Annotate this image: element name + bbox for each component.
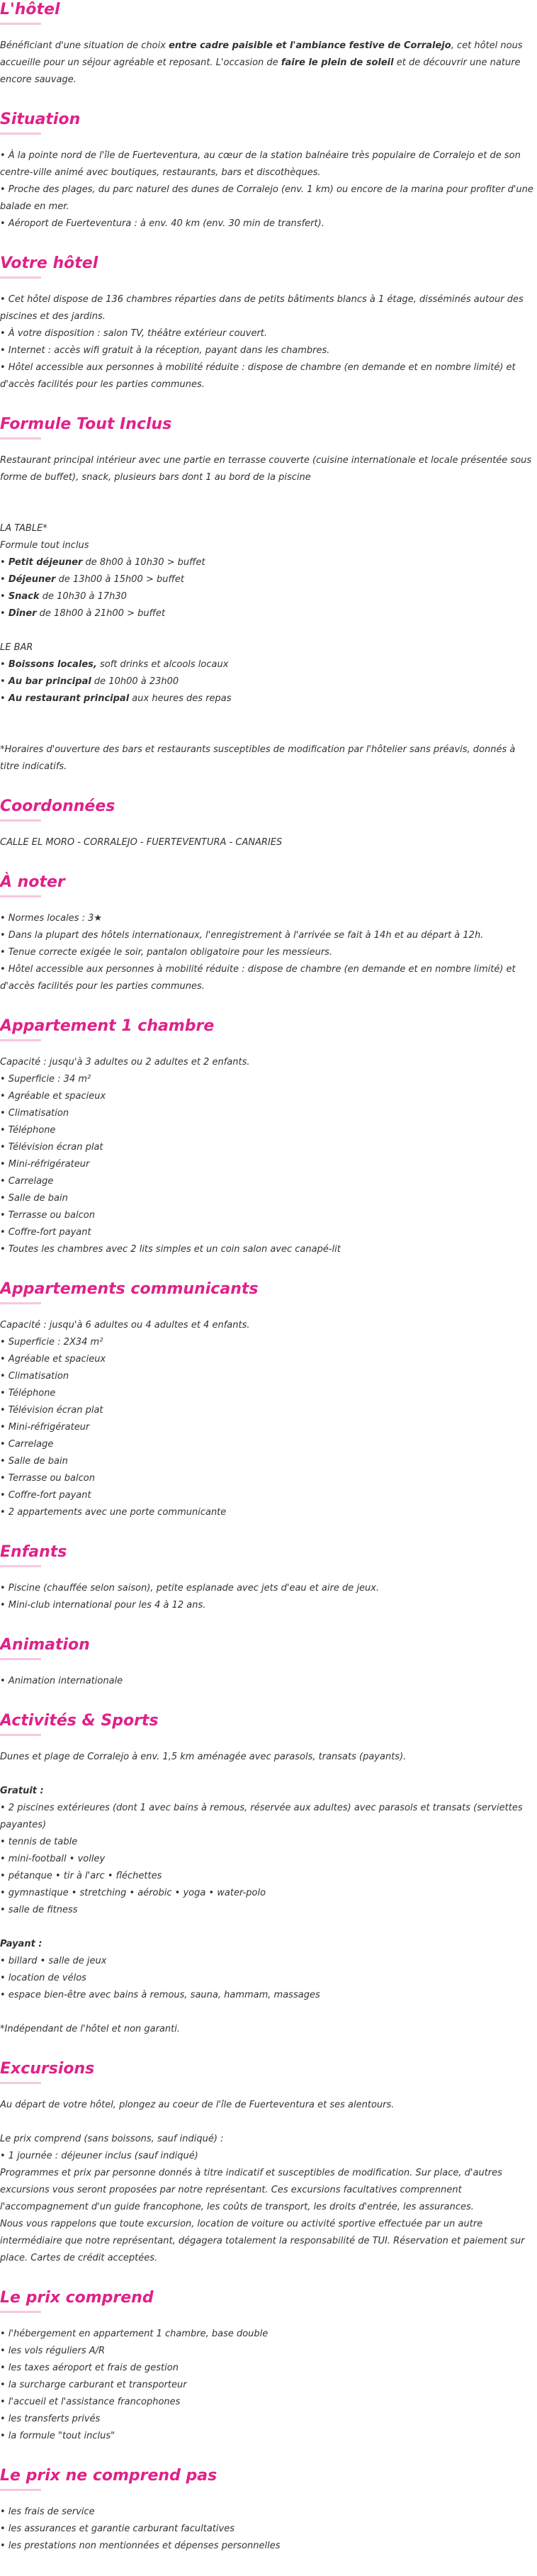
list-item: • Mini-club international pour les 4 à 12 ans. bbox=[0, 1600, 206, 1611]
list-item: • les prestations non mentionnées et dépenses personnelles bbox=[0, 2541, 281, 2551]
list-item: Le prix comprend (sans boissons, sauf indiqué) : bbox=[0, 2134, 224, 2144]
section-title-animation: Animation bbox=[0, 1636, 90, 1654]
activites-intro: Dunes et plage de Corralejo à env. 1,5 km aménagée avec parasols, transats (payants). bbox=[0, 1752, 407, 1762]
list-item: • Climatisation bbox=[0, 1371, 69, 1382]
list-item: • billard • salle de jeux bbox=[0, 1956, 107, 1966]
list-item: • pétanque • tir à l'arc • fléchettes bbox=[0, 1871, 162, 1881]
list-item: • Superficie : 2X34 m² bbox=[0, 1337, 103, 1348]
hotel-intro: Bénéficiant d'une situation de choix entre cadre paisible et l'ambiance festive de Corralejo, cet hôtel nous accueille pour un séjour agréable et reposant. L'occasion de faire le plein de soleil et de découvrir une nature encore sauvage. bbox=[0, 40, 523, 85]
list-item: Capacité : jusqu'à 6 adultes ou 4 adultes et 4 enfants. bbox=[0, 1320, 250, 1331]
list-item: • l'hébergement en appartement 1 chambre, base double bbox=[0, 2329, 268, 2339]
title-underline bbox=[0, 1302, 41, 1304]
list-item: • Climatisation bbox=[0, 1108, 69, 1119]
section-title-formule: Formule Tout Inclus bbox=[0, 415, 172, 433]
list-item: • Toutes les chambres avec 2 lits simples et un coin salon avec canapé-lit bbox=[0, 1244, 341, 1255]
list-item: Nous vous rappelons que toute excursion, location de voiture ou activité sportive effectuée par un autre intermédiaire que notre représentant, dégagera totalement la responsabilité de TUI. Réservation et paiement sur place. Cartes de crédit acceptées. bbox=[0, 2219, 525, 2263]
list-item: • À votre disposition : salon TV, théâtre extérieur couvert. bbox=[0, 328, 268, 339]
section-title-activites: Activités & Sports bbox=[0, 1712, 159, 1730]
list-item: • tennis de table bbox=[0, 1837, 78, 1847]
list-item: • Aéroport de Fuerteventura : à env. 40 km (env. 30 min de transfert). bbox=[0, 218, 324, 229]
title-underline bbox=[0, 1734, 41, 1736]
list-item: • Dans la plupart des hôtels internationaux, l'enregistrement à l'arrivée se fait à 14h et au départ à 12h. bbox=[0, 930, 484, 941]
section-a-noter bbox=[0, 873, 537, 995]
title-underline bbox=[0, 23, 41, 25]
section-title-appartement: Appartement 1 chambre bbox=[0, 1017, 215, 1035]
section-title-votre-hotel: Votre hôtel bbox=[0, 254, 98, 272]
list-item: • Cet hôtel dispose de 136 chambres réparties dans de petits bâtiments blancs à 1 étage, disséminés autour des piscines et des jardins. bbox=[0, 294, 524, 322]
list-item: • Piscine (chauffée selon saison), petite esplanade avec jets d'eau et aire de jeux. bbox=[0, 1583, 380, 1594]
list-item: • espace bien-être avec bains à remous, sauna, hammam, massages bbox=[0, 1990, 320, 2000]
list-item: • Carrelage bbox=[0, 1439, 54, 1450]
list-item: • Normes locales : 3★ bbox=[0, 913, 103, 924]
list-item: • Carrelage bbox=[0, 1176, 54, 1187]
list-item: • Snack de 10h30 à 17h30 bbox=[0, 591, 127, 602]
list-item: • Salle de bain bbox=[0, 1193, 68, 1204]
list-item: • Terrasse ou balcon bbox=[0, 1473, 95, 1484]
list-item: • Proche des plages, du parc naturel des dunes de Corralejo (env. 1 km) ou encore de la marina pour profiter d'une balade en mer. bbox=[0, 184, 533, 212]
list-item: • Au bar principal de 10h00 à 23h00 bbox=[0, 676, 179, 687]
list-item: • les vols réguliers A/R bbox=[0, 2346, 106, 2356]
list-item: • les frais de service bbox=[0, 2507, 95, 2517]
list-item: Capacité : jusqu'à 3 adultes ou 2 adultes et 2 enfants. bbox=[0, 1057, 250, 1068]
activites-note: *Indépendant de l'hôtel et non garanti. bbox=[0, 2024, 181, 2034]
list-item: • Superficie : 34 m² bbox=[0, 1074, 91, 1085]
list-item: • Tenue correcte exigée le soir, pantalon obligatoire pour les messieurs. bbox=[0, 947, 333, 958]
section-appartements-communicants bbox=[0, 1279, 537, 1521]
list-item: • 2 piscines extérieures (dont 1 avec bains à remous, réservée aux adultes) avec parasols et transats (serviettes payantes) bbox=[0, 1803, 523, 1830]
list-item: • les transferts privés bbox=[0, 2414, 101, 2424]
section-prix-ne-comprend-pas bbox=[0, 2466, 537, 2555]
section-title-excursions: Excursions bbox=[0, 2060, 95, 2078]
section-coordonnees bbox=[0, 797, 537, 851]
list-item: • Au restaurant principal aux heures des repas bbox=[0, 693, 232, 704]
list-item: • salle de fitness bbox=[0, 1905, 78, 1915]
title-underline bbox=[0, 2311, 41, 2313]
table-subtitle: Formule tout inclus bbox=[0, 540, 89, 551]
section-excursions bbox=[0, 2059, 537, 2267]
title-underline bbox=[0, 1565, 41, 1567]
section-situation bbox=[0, 110, 537, 233]
section-hotel bbox=[0, 0, 537, 89]
list-item: • Mini-réfrigérateur bbox=[0, 1422, 90, 1433]
section-title-hotel: L'hôtel bbox=[0, 1, 60, 18]
list-item: • les taxes aéroport et frais de gestion bbox=[0, 2363, 179, 2373]
excursions-intro: Au départ de votre hôtel, plongez au coeur de l'île de Fuerteventura et ses alentours. bbox=[0, 2100, 395, 2110]
title-underline bbox=[0, 1658, 41, 1660]
list-item: • 1 journée : déjeuner inclus (sauf indiqué) bbox=[0, 2151, 198, 2161]
list-item: • l'accueil et l'assistance francophones bbox=[0, 2397, 181, 2407]
list-item: • la surcharge carburant et transporteur bbox=[0, 2380, 187, 2390]
section-votre-hotel bbox=[0, 254, 537, 393]
section-appartement-1-chambre bbox=[0, 1017, 537, 1258]
list-item: • Téléphone bbox=[0, 1125, 56, 1136]
title-underline bbox=[0, 133, 41, 135]
list-item: • gymnastique • stretching • aérobic • yoga • water-polo bbox=[0, 1888, 266, 1898]
list-item: • location de vélos bbox=[0, 1973, 86, 1983]
formule-note: *Horaires d'ouverture des bars et restaurants susceptibles de modification par l'hôtelier sans préavis, donnés à titre indicatifs. bbox=[0, 744, 516, 772]
list-item: • Agréable et spacieux bbox=[0, 1091, 106, 1102]
list-item: • Salle de bain bbox=[0, 1456, 68, 1467]
list-item: • Télévision écran plat bbox=[0, 1405, 103, 1416]
title-underline bbox=[0, 895, 41, 897]
list-item: • Internet : accès wifi gratuit à la réception, payant dans les chambres. bbox=[0, 345, 330, 356]
title-underline bbox=[0, 819, 41, 822]
bar-title: LE BAR bbox=[0, 642, 33, 653]
title-underline bbox=[0, 276, 41, 279]
title-underline bbox=[0, 2489, 41, 2491]
list-item: • Petit déjeuner de 8h00 à 10h30 > buffet bbox=[0, 557, 205, 568]
section-title-enfants: Enfants bbox=[0, 1543, 67, 1561]
list-item: • Terrasse ou balcon bbox=[0, 1210, 95, 1221]
formule-intro: Restaurant principal intérieur avec une partie en terrasse couverte (cuisine internationale et locale présentée sous forme de buffet), snack, plusieurs bars dont 1 au bord de la piscine bbox=[0, 455, 532, 483]
list-item: • la formule "tout inclus" bbox=[0, 2431, 115, 2441]
section-title-prix-comprend: Le prix comprend bbox=[0, 2289, 154, 2307]
list-item: • 2 appartements avec une porte communicante bbox=[0, 1507, 227, 1518]
list-item: • Coffre-fort payant bbox=[0, 1490, 91, 1501]
section-prix-comprend bbox=[0, 2288, 537, 2445]
section-formule bbox=[0, 415, 537, 775]
section-title-a-noter: À noter bbox=[0, 873, 65, 891]
table-title: LA TABLE* bbox=[0, 523, 47, 534]
list-item: • Boissons locales, soft drinks et alcools locaux bbox=[0, 659, 229, 670]
list-item: • Hôtel accessible aux personnes à mobilité réduite : dispose de chambre (en demande et en nombre limité) et d'accès facilités pour les parties communes. bbox=[0, 964, 516, 992]
list-item: • Animation internationale bbox=[0, 1676, 123, 1686]
section-animation bbox=[0, 1635, 537, 1690]
section-enfants bbox=[0, 1542, 537, 1614]
list-item: • Coffre-fort payant bbox=[0, 1227, 91, 1238]
list-item: • Hôtel accessible aux personnes à mobilité réduite : dispose de chambre (en demande et en nombre limité) et d'accès facilités pour les parties communes. bbox=[0, 362, 516, 390]
payant-title: Payant : bbox=[0, 1939, 43, 1949]
list-item: • Dîner de 18h00 à 21h00 > buffet bbox=[0, 608, 166, 619]
address: CALLE EL MORO - CORRALEJO - FUERTEVENTURA - CANARIES bbox=[0, 837, 283, 848]
list-item: • Agréable et spacieux bbox=[0, 1354, 106, 1365]
gratuit-title: Gratuit : bbox=[0, 1786, 44, 1796]
section-title-appartements-communicants: Appartements communicants bbox=[0, 1280, 259, 1298]
list-item: • Déjeuner de 13h00 à 15h00 > buffet bbox=[0, 574, 184, 585]
list-item: • les assurances et garantie carburant facultatives bbox=[0, 2524, 235, 2534]
list-item: • Télévision écran plat bbox=[0, 1142, 103, 1153]
section-activites bbox=[0, 1711, 537, 2038]
list-item: • Téléphone bbox=[0, 1388, 56, 1399]
title-underline bbox=[0, 2082, 41, 2084]
title-underline bbox=[0, 437, 41, 439]
section-title-coordonnees: Coordonnées bbox=[0, 797, 115, 815]
section-title-prix-ne-comprend-pas: Le prix ne comprend pas bbox=[0, 2467, 217, 2485]
title-underline bbox=[0, 1039, 41, 1041]
list-item: • mini-football • volley bbox=[0, 1854, 106, 1864]
list-item: • Mini-réfrigérateur bbox=[0, 1159, 90, 1170]
section-title-situation: Situation bbox=[0, 111, 81, 128]
list-item: Programmes et prix par personne donnés à titre indicatif et susceptibles de modification. Sur place, d'autres excursions vous seront proposées par notre représentant. Ces excursions facultatives comprennent l'accompagnement d'un guide francophone, les coûts de transport, les droits d'entrée, les assurances. bbox=[0, 2168, 502, 2212]
list-item: • À la pointe nord de l'île de Fuerteventura, au cœur de la station balnéaire très populaire de Corralejo et de son centre-ville animé avec boutiques, restaurants, bars et discothèques. bbox=[0, 150, 521, 178]
